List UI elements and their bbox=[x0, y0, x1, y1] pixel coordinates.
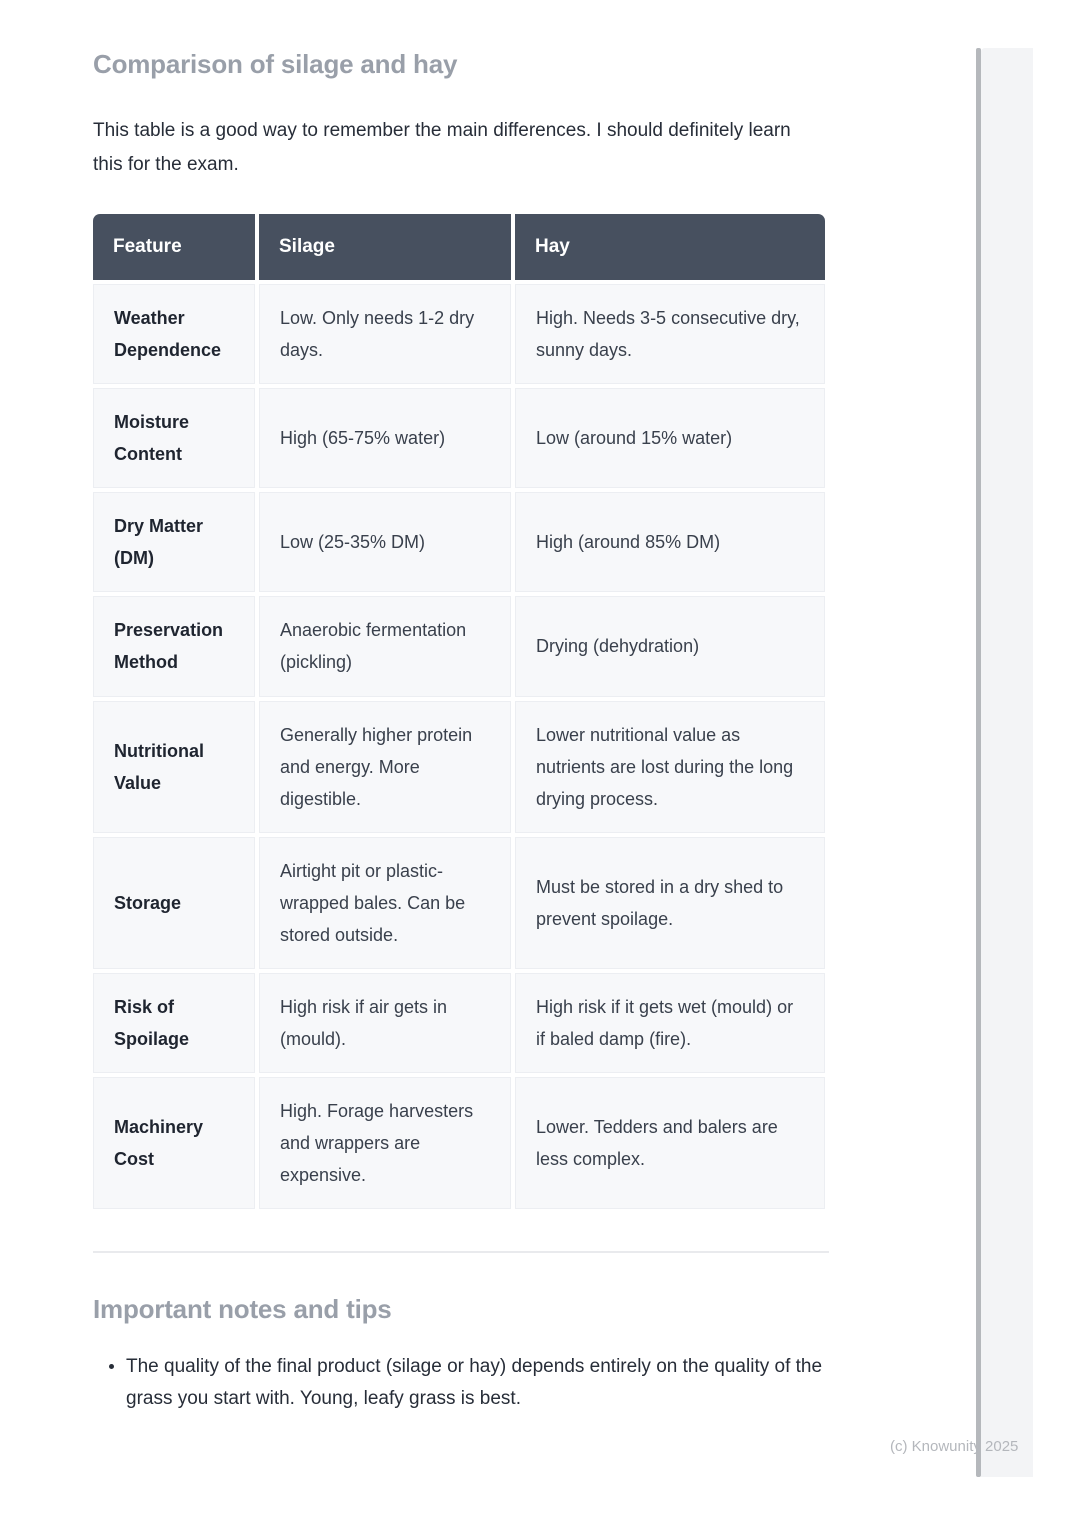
hay-cell: Drying (dehydration) bbox=[515, 596, 825, 696]
feature-cell: Dry Matter (DM) bbox=[93, 492, 255, 592]
feature-cell: Nutritional Value bbox=[93, 701, 255, 833]
notes-list bbox=[93, 1351, 825, 1416]
feature-cell: Preservation Method bbox=[93, 596, 255, 696]
comparison-table bbox=[89, 210, 829, 1213]
silage-cell: Low. Only needs 1-2 dry days. bbox=[259, 284, 511, 384]
intro-paragraph: This table is a good way to remember the main differences. I should definitely learn this for the exam. bbox=[93, 119, 791, 176]
hay-cell: High risk if it gets wet (mould) or if baled damp (fire). bbox=[515, 973, 825, 1073]
page-scrollbar[interactable] bbox=[976, 48, 981, 1477]
list-item: • The quality of the final product (silage or hay) depends entirely on the quality of the grass you start with. Young, leafy grass is best. bbox=[126, 1351, 825, 1416]
section-divider bbox=[93, 1251, 829, 1253]
column-header-hay: Hay bbox=[515, 214, 825, 280]
table-row bbox=[93, 701, 825, 833]
hay-cell: Must be stored in a dry shed to prevent spoilage. bbox=[515, 837, 825, 969]
feature-cell: Moisture Content bbox=[93, 388, 255, 488]
hay-cell: Low (around 15% water) bbox=[515, 388, 825, 488]
hay-cell: Lower nutritional value as nutrients are lost during the long drying process. bbox=[515, 701, 825, 833]
silage-cell: Airtight pit or plastic-wrapped bales. Can be stored outside. bbox=[259, 837, 511, 969]
feature-cell: Machinery Cost bbox=[93, 1077, 255, 1209]
table-row bbox=[93, 973, 825, 1073]
hay-cell: High. Needs 3-5 consecutive dry, sunny days. bbox=[515, 284, 825, 384]
copyright-watermark: (c) Knowunity 2025 bbox=[890, 1438, 1019, 1455]
table-row bbox=[93, 1077, 825, 1209]
silage-cell: High risk if air gets in (mould). bbox=[259, 973, 511, 1073]
silage-cell: Generally higher protein and energy. More digestible. bbox=[259, 701, 511, 833]
silage-cell: High. Forage harvesters and wrappers are expensive. bbox=[259, 1077, 511, 1209]
feature-cell: Storage bbox=[93, 837, 255, 969]
table-row bbox=[93, 284, 825, 384]
feature-cell: Risk of Spoilage bbox=[93, 973, 255, 1073]
next-page-edge bbox=[981, 48, 1033, 1477]
silage-cell: Anaerobic fermentation (pickling) bbox=[259, 596, 511, 696]
silage-cell: Low (25-35% DM) bbox=[259, 492, 511, 592]
section-title-notes: Important notes and tips bbox=[93, 1293, 392, 1324]
column-header-feature: Feature bbox=[93, 214, 255, 280]
table-row bbox=[93, 596, 825, 696]
note-content bbox=[93, 50, 825, 1415]
table-row bbox=[93, 492, 825, 592]
table-body bbox=[93, 284, 825, 1209]
table-row bbox=[93, 388, 825, 488]
feature-cell: Weather Dependence bbox=[93, 284, 255, 384]
hay-cell: High (around 85% DM) bbox=[515, 492, 825, 592]
table-header-row bbox=[93, 214, 825, 280]
column-header-silage: Silage bbox=[259, 214, 511, 280]
table-header bbox=[93, 214, 825, 280]
hay-cell: Lower. Tedders and balers are less complex. bbox=[515, 1077, 825, 1209]
section-title-comparison: Comparison of silage and hay bbox=[93, 49, 458, 79]
table-row bbox=[93, 837, 825, 969]
silage-cell: High (65-75% water) bbox=[259, 388, 511, 488]
